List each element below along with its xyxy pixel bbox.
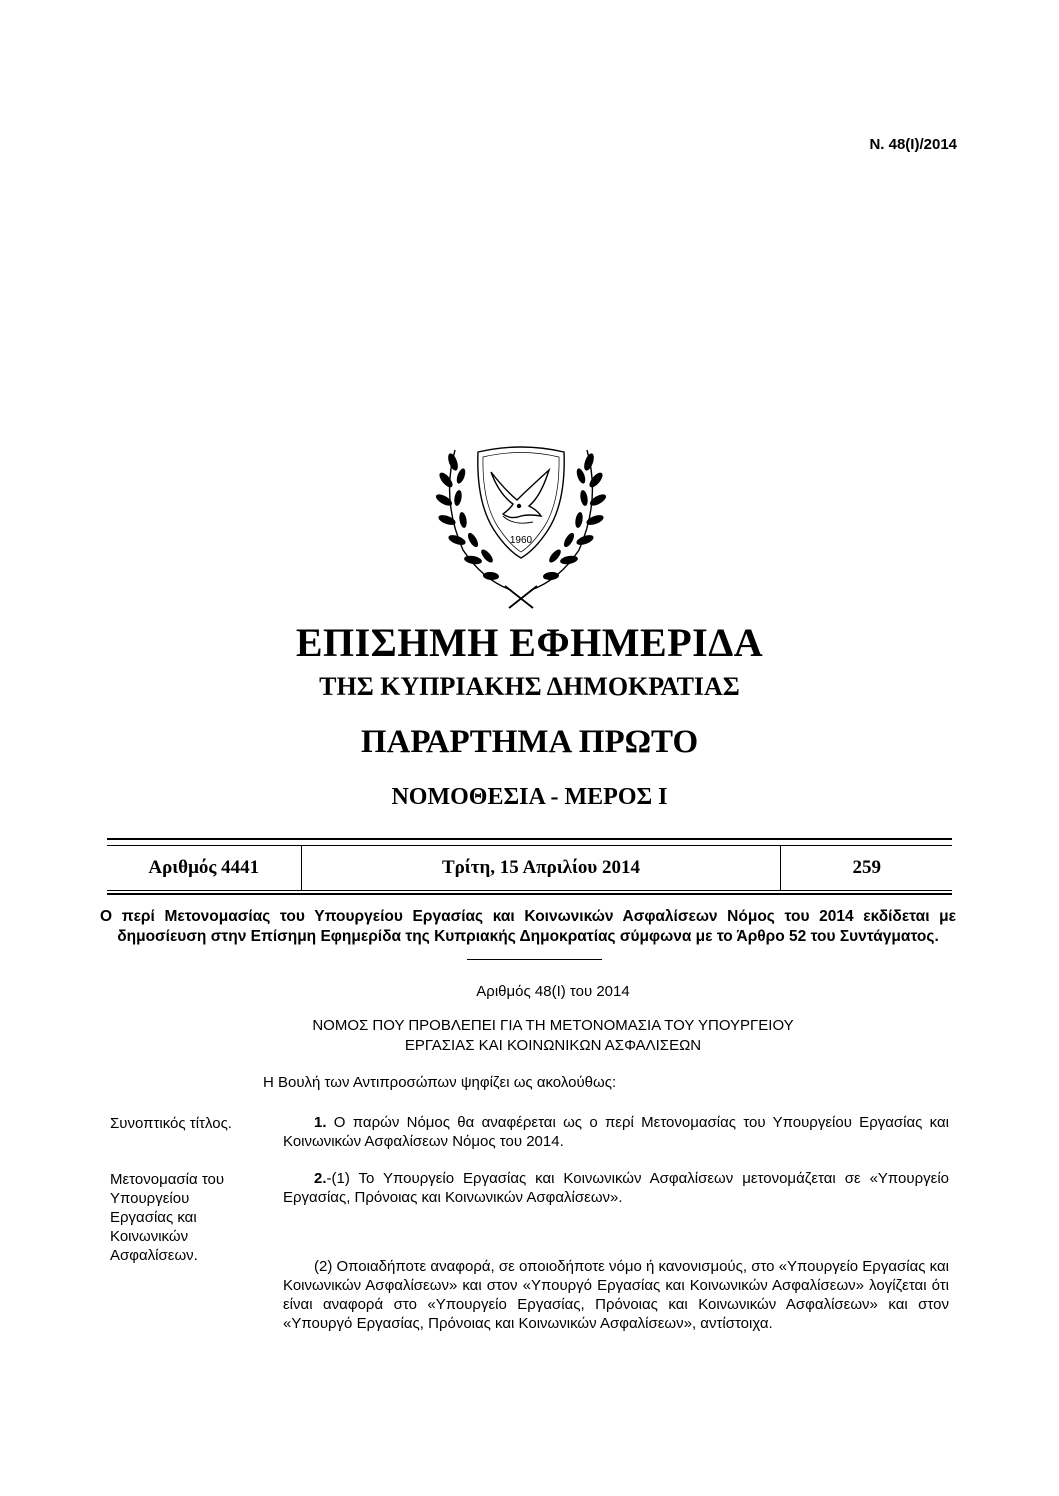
margin-note-section-2: Μετονομασία του Υπουργείου Εργασίας και Κοινωνικών Ασφαλίσεων. bbox=[110, 1171, 225, 1264]
divider bbox=[467, 959, 602, 960]
issue-info-bar bbox=[107, 845, 952, 891]
margin-note-section-1: Συνοπτικός τίτλος. bbox=[110, 1115, 232, 1132]
law-number: Αριθμός 48(Ι) του 2014 bbox=[476, 983, 630, 1000]
issue-page: 259 bbox=[780, 846, 952, 890]
section-text: -(1) Το Υπουργείο Εργασίας και Κοινωνικών Ασφαλίσεων μετονομάζεται σε «Υπουργείο Εργασίας, Πρόνοιας και Κοινωνικών Ασφαλίσεων». bbox=[283, 1170, 949, 1206]
section-1 bbox=[283, 1113, 949, 1151]
annex-title: ΠΑΡΑΡΤΗΜΑ ΠΡΩΤΟ bbox=[360, 724, 699, 760]
issue-number: Αριθμός 4441 bbox=[148, 857, 260, 878]
publication-notice: Ο περί Μετονομασίας του Υπουργείου Εργασίας και Κοινωνικών Ασφαλίσεων Νόμος του 2014 εκδίδεται με δημοσίευση στην Επίσημη Εφημερίδα της Κυπριακής Δημοκρατίας σύμφωνα με το Άρθρο 52 του Συντάγματος. bbox=[100, 908, 956, 945]
law-reference: Ν. 48(Ι)/2014 bbox=[869, 136, 957, 153]
cyprus-coat-of-arms-icon bbox=[433, 440, 609, 610]
section-2 bbox=[283, 1169, 949, 1207]
gazette-title: ΕΠΙΣΗΜΗ ΕΦΗΜΕΡΙΔΑ bbox=[295, 620, 764, 665]
issue-date: Τρίτη, 15 Απριλίου 2014 bbox=[301, 846, 781, 890]
emblem-year: 1960 bbox=[509, 535, 533, 546]
section-number: 1. bbox=[314, 1114, 327, 1131]
part-title: ΝΟΜΟΘΕΣΙΑ - ΜΕΡΟΣ Ι bbox=[391, 784, 668, 810]
law-heading-line: ΝΟΜΟΣ ΠΟΥ ΠΡΟΒΛΕΠΕΙ ΓΙΑ ΤΗ ΜΕΤΟΝΟΜΑΣΙΑ ΤΟΥ ΥΠΟΥΡΓΕΙΟΥ bbox=[312, 1017, 794, 1034]
divider bbox=[107, 893, 952, 895]
law-heading-line: ΕΡΓΑΣΙΑΣ ΚΑΙ ΚΟΙΝΩΝΙΚΩΝ ΑΣΦΑΛΙΣΕΩΝ bbox=[404, 1037, 702, 1054]
section-number: 2. bbox=[314, 1170, 327, 1187]
enacting-clause: Η Βουλή των Αντιπροσώπων ψηφίζει ως ακολούθως: bbox=[263, 1074, 617, 1091]
section-2-subsection-2: (2) Οποιαδήποτε αναφορά, σε οποιοδήποτε νόμο ή κανονισμούς, στο «Υπουργείο Εργασίας και Κοινωνικών Ασφαλίσεων» και στον «Υπουργό Εργασίας και Κοινωνικών Ασφαλίσεων» λογίζεται ότι είναι αναφορά στο «Υπουργείο Εργασίας, Πρόνοιας και Κοινωνικών Ασφαλίσεων» και στον «Υπουργό Εργασίας, Πρόνοιας και Κοινωνικών Ασφαλίσεων», αντίστοιχα. bbox=[283, 1258, 949, 1332]
gazette-subtitle: ΤΗΣ ΚΥΠΡΙΑΚΗΣ ΔΗΜΟΚΡΑΤΙΑΣ bbox=[319, 672, 740, 701]
divider bbox=[107, 838, 952, 840]
law-heading bbox=[260, 1016, 846, 1056]
section-text: Ο παρών Νόμος θα αναφέρεται ως ο περί Μετονομασίας του Υπουργείου Εργασίας και Κοινωνικών Ασφαλίσεων Νόμος του 2014. bbox=[283, 1114, 949, 1150]
